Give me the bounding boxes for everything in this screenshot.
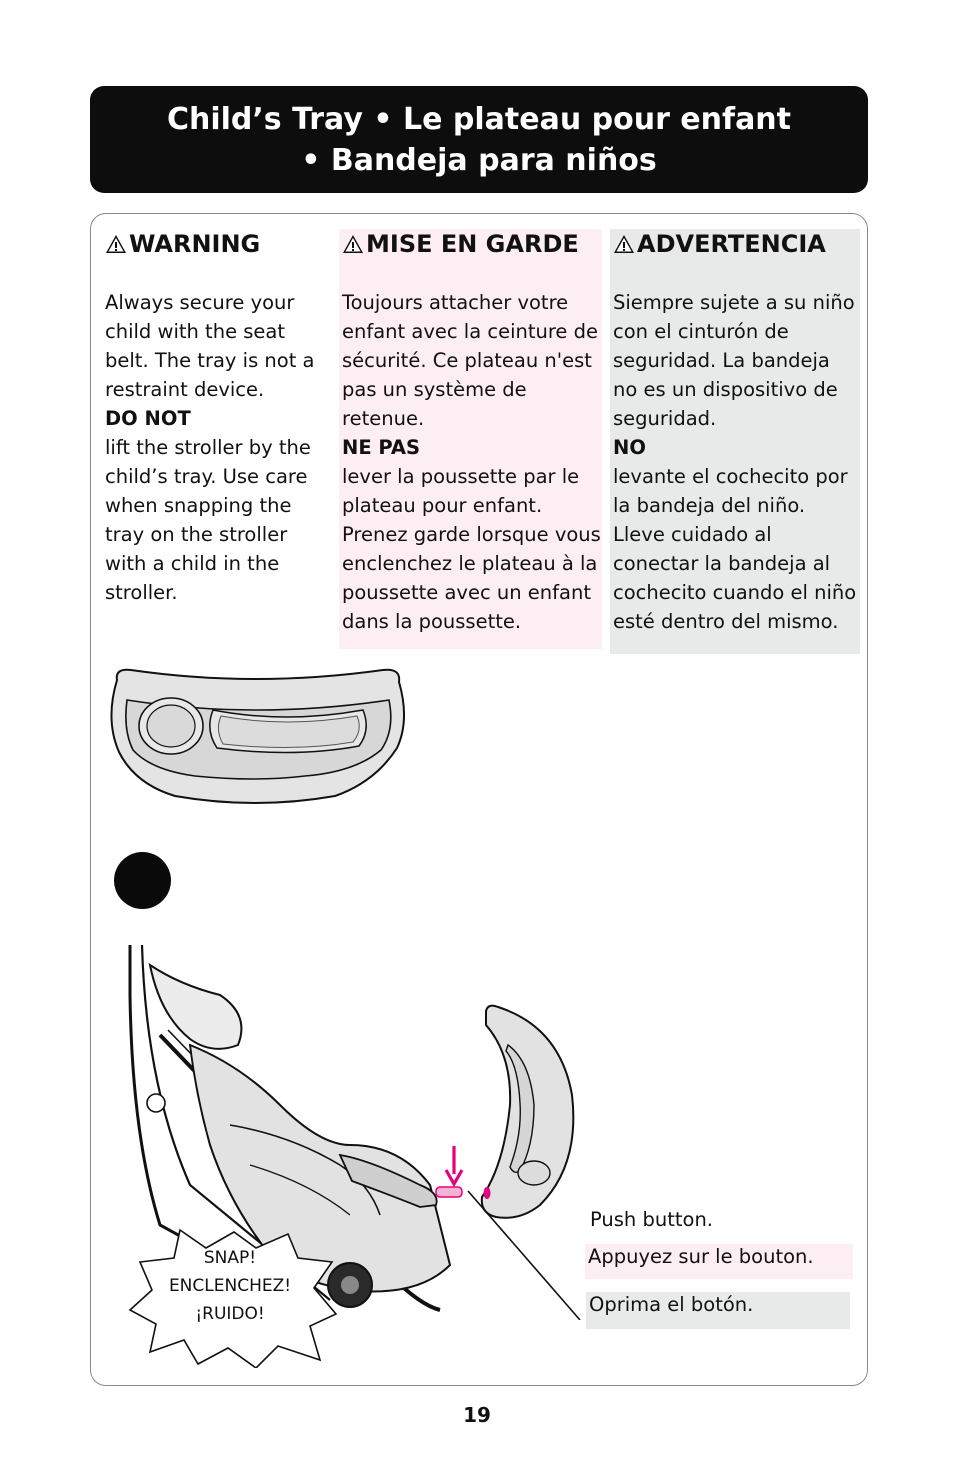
warning-triangle-icon (342, 234, 364, 254)
page-title-line-2: • Bandeja para niños (301, 142, 657, 178)
warning-triangle-icon (105, 234, 127, 254)
warning-heading-spanish (613, 229, 860, 259)
snap-text-english: SNAP! (203, 1248, 257, 1268)
tray-illustration (105, 660, 410, 810)
warning-title-spanish: ADVERTENCIA (637, 230, 826, 258)
warning-emphasis-spanish: NO (613, 436, 646, 459)
caption-english: Push button. (590, 1208, 714, 1231)
warning-text-english-a: Always secure your child with the seat belt. The tray is not a restraint device. (105, 291, 315, 401)
warning-title-french: MISE EN GARDE (366, 230, 579, 258)
warning-spanish (610, 229, 860, 654)
caption-french: Appuyez sur le bouton. (585, 1244, 853, 1279)
snap-text-spanish: ¡RUIDO! (195, 1304, 265, 1324)
page-title-line-1: Child’s Tray • Le plateau pour enfant (166, 101, 792, 137)
warning-body-english (105, 259, 333, 607)
warning-body-spanish (613, 259, 860, 636)
warning-french (339, 229, 602, 649)
warning-body-french (342, 259, 602, 636)
warning-emphasis-english: DO NOT (105, 407, 191, 430)
warning-text-french-a: Toujours attacher votre enfant avec la ceinture de sécurité. Ce plateau n'est pas un système de retenue. (342, 291, 599, 430)
warning-title-english: WARNING (129, 230, 261, 258)
warning-text-spanish-a: Siempre sujete a su niño con el cinturón de seguridad. La bandeja no es un dispositivo de seguridad. (613, 291, 855, 430)
warning-text-english-b: lift the stroller by the child’s tray. Use care when snapping the tray on the stroller with a child in the stroller. (105, 436, 311, 604)
warning-emphasis-french: NE PAS (342, 436, 421, 459)
warning-text-french-b: lever la poussette par le plateau pour enfant. Prenez garde lorsque vous enclenchez le plateau à la poussette avec un enfant dans la poussette. (342, 465, 601, 633)
warning-english (105, 229, 333, 607)
snap-sound-label (150, 1244, 310, 1328)
snap-text-french: ENCLENCHEZ! (168, 1276, 292, 1296)
page-title-banner (90, 86, 868, 193)
down-arrow-icon (444, 1144, 464, 1188)
warning-heading-english (105, 229, 333, 259)
page-number: 19 (463, 1403, 491, 1427)
warning-triangle-icon (613, 234, 635, 254)
warning-heading-french (342, 229, 602, 259)
step-marker (114, 852, 171, 909)
warning-text-spanish-b: levante el cochecito por la bandeja del niño. Lleve cuidado al conectar la bandeja al cochecito cuando el niño esté dentro del mismo. (613, 465, 857, 633)
caption-spanish: Oprima el botón. (586, 1292, 850, 1329)
